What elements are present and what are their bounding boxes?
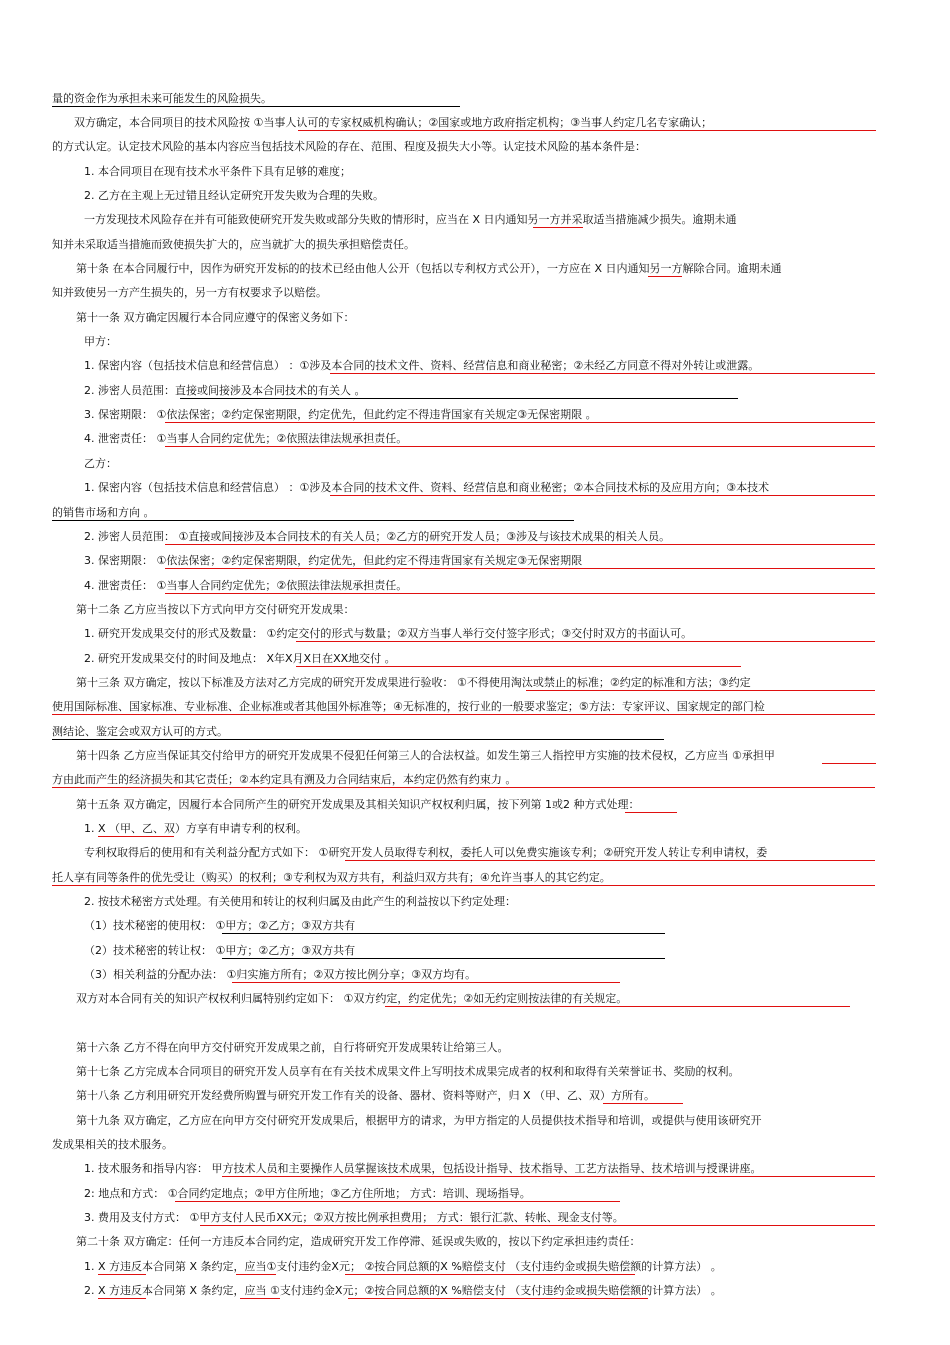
text-line: 3. 保密期限： ①依法保密；②约定保密期限，约定优先，但此约定不得违背国家有关规定③无保密期限 。 <box>84 408 597 421</box>
text-line: 知并未采取适当措施而致使损失扩大的，应当就扩大的损失承担赔偿责任。 <box>52 238 415 251</box>
fill-underline <box>165 422 875 423</box>
party-b-heading: 乙方： <box>84 457 117 470</box>
fill-underline <box>98 1274 146 1275</box>
fill-underline <box>52 787 875 788</box>
article-14: 第十四条 乙方应当保证其交付给甲方的研究开发成果不侵犯任何第三人的合法权益。如发生第三人指控甲方实施的技术侵权，乙方应当 ①承担甲 <box>76 749 775 762</box>
fill-underline <box>648 276 682 277</box>
text-line: 托人享有同等条件的优先受让（购买）的权利；③专利权为双方共有，利益归双方共有；④允许当事人的其它约定。 <box>52 871 611 884</box>
text-line: 2. 涉密人员范围： ①直接或间接涉及本合同技术的有关人员；②乙方的研究开发人员；③涉及与该技术成果的相关人员。 <box>84 530 671 543</box>
fill-underline <box>296 666 741 667</box>
fill-underline <box>822 763 876 764</box>
text-line: 专利权取得后的使用和有关利益分配方式如下： ①研究开发人员取得专利权，委托人可以免费实施该专利；②研究开发人转让专利申请权，委 <box>84 846 768 859</box>
text-line: 1. X 方违反本合同第 X 条约定，应当①支付违约金X元； ②按合同总额的X %赔偿支付 （支付违约金或损失赔偿额的计算方法） 。 <box>84 1260 722 1273</box>
text-line: 1. X （甲、乙、双）方享有申请专利的权利。 <box>84 822 308 835</box>
text-line: 1. 保密内容（包括技术信息和经营信息） ：①涉及本合同的技术文件、资料、经营信息和商业秘密；②未经乙方同意不得对外转让或泄露。 <box>84 359 760 372</box>
fill-underline <box>240 1298 280 1299</box>
fill-underline <box>222 933 665 934</box>
fill-underline <box>165 544 875 545</box>
text-line: 使用国际标准、国家标准、专业标准、企业标准或者其他国外标准等；④无标准的，按行业的一般要求鉴定；⑤方法：专家评议、国家规定的部门检 <box>52 700 765 713</box>
article-18: 第十八条 乙方利用研究开发经费所购置与研究开发工作有关的设备、器材、资料等财产，归 X （甲、乙、双）方所有。 <box>76 1089 656 1102</box>
text-line: 3. 保密期限： ①依法保密；②约定保密期限，约定优先，但此约定不得违背国家有关规定③无保密期限 <box>84 554 583 567</box>
fill-underline <box>625 812 677 813</box>
text-line: （2）技术秘密的转让权： ①甲方；②乙方；③双方共有 <box>84 944 356 957</box>
fill-underline <box>52 885 875 886</box>
fill-underline <box>296 641 875 642</box>
fill-underline <box>175 1201 620 1202</box>
text-line: 1. 技术服务和指导内容： 甲方技术人员和主要操作人员掌握该技术成果，包括设计指导、技术指导、工艺方法指导、技术培训与授课讲座。 <box>84 1162 762 1175</box>
fill-underline <box>222 1176 875 1177</box>
text-line: 2. X 方违反本合同第 X 条约定，应当 ①支付违约金X元；②按合同总额的X %赔偿支付 （支付违约金或损失赔偿额的计算方法） 。 <box>84 1284 722 1297</box>
fill-underline <box>52 520 574 521</box>
fill-underline <box>526 690 875 691</box>
text-line: 2. 按技术秘密方式处理。有关使用和转让的权利归属及由此产生的利益按以下约定处理： <box>84 895 516 908</box>
fill-underline <box>222 958 665 959</box>
text-line: 测结论、鉴定会或双方认可的方式。 <box>52 725 228 738</box>
text-line: 2. 涉密人员范围：直接或间接涉及本合同技术的有关人 。 <box>84 384 366 397</box>
article-12: 第十二条 乙方应当按以下方式向甲方交付研究开发成果： <box>76 603 355 616</box>
fill-underline <box>52 714 875 715</box>
text-line: （1）技术秘密的使用权： ①甲方；②乙方；③双方共有 <box>84 919 356 932</box>
party-a-heading: 甲方： <box>84 335 117 348</box>
article-13: 第十三条 双方确定，按以下标准及方法对乙方完成的研究开发成果进行验收： ①不得使用淘汰或禁止的标准；②约定的标准和方法；③约定 <box>76 676 751 689</box>
fill-underline <box>533 227 583 228</box>
text-line: 3. 费用及支付方式： ①甲方支付人民币XX元；②双方按比例承担费用； 方式：银行汇款、转帐、现金支付等。 <box>84 1211 624 1224</box>
fill-underline <box>165 446 875 447</box>
text-line: 2. 乙方在主观上无过错且经认定研究开发失败为合理的失败。 <box>84 189 384 202</box>
article-20: 第二十条 双方确定：任何一方违反本合同约定，造成研究开发工作停滞、延误或失败的，按以下约定承担违约责任： <box>76 1235 641 1248</box>
text-line: 知并致使另一方产生损失的，另一方有权要求予以赔偿。 <box>52 286 327 299</box>
fill-underline <box>603 1103 683 1104</box>
text-line: 2. 研究开发成果交付的时间及地点： X年X月X日在XX地交付 。 <box>84 652 396 665</box>
fill-underline <box>330 373 875 374</box>
text-line: 双方对本合同有关的知识产权权利归属特别约定如下： ①双方约定，约定优先；②如无约定则按法律的有关规定。 <box>76 992 628 1005</box>
fill-underline <box>385 1006 850 1007</box>
article-11: 第十一条 双方确定因履行本合同应遵守的保密义务如下： <box>76 311 355 324</box>
fill-underline <box>180 398 738 399</box>
article-15: 第十五条 双方确定，因履行本合同所产生的研究开发成果及其相关知识产权权利归属，按下列第 1或2 种方式处理： <box>76 798 640 811</box>
text-line: 4. 泄密责任： ①当事人合同约定优先；②依照法律法规承担责任。 <box>84 579 408 592</box>
text-line: 的销售市场和方向 。 <box>52 506 155 519</box>
text-line: 4. 泄密责任： ①当事人合同约定优先；②依照法律法规承担责任。 <box>84 432 408 445</box>
text-line: 1. 保密内容（包括技术信息和经营信息） ：①涉及本合同的技术文件、资料、经营信息和商业秘密；②本合同技术标的及应用方向；③本技术 <box>84 481 770 494</box>
fill-underline <box>330 495 875 496</box>
fill-underline <box>165 593 875 594</box>
fill-underline <box>52 739 664 740</box>
fill-underline <box>52 106 460 107</box>
fill-underline <box>236 1274 276 1275</box>
fill-underline <box>98 836 174 837</box>
fill-underline <box>200 1225 875 1226</box>
text-line: 的方式认定。认定技术风险的基本内容应当包括技术风险的存在、范围、程度及损失大小等。认定技术风险的基本条件是： <box>52 140 646 153</box>
fill-underline <box>165 568 875 569</box>
fill-underline <box>98 1298 146 1299</box>
fill-underline <box>348 1298 648 1299</box>
text-line: 发成果相关的技术服务。 <box>52 1138 173 1151</box>
text-line: 量的资金作为承担未来可能发生的风险损失。 <box>52 92 272 105</box>
text-line: （3）相关利益的分配办法： ①归实施方所有；②双方按比例分享；③双方均有。 <box>84 968 477 981</box>
text-line: 2: 地点和方式： ①合同约定地点；②甲方住所地；③乙方住所地； 方式：培训、现场指导。 <box>84 1187 531 1200</box>
fill-underline <box>232 982 620 983</box>
text-line: 1. 研究开发成果交付的形式及数量： ①约定交付的形式与数量；②双方当事人举行交付签字形式；③交付时双方的书面认可。 <box>84 627 693 640</box>
fill-underline <box>345 860 875 861</box>
article-16: 第十六条 乙方不得在向甲方交付研究开发成果之前，自行将研究开发成果转让给第三人。 <box>76 1041 509 1054</box>
fill-underline <box>298 130 876 131</box>
text-line: 双方确定，本合同项目的技术风险按 ①当事人认可的专家权威机构确认；②国家或地方政府指定机构；③当事人约定几名专家确认； <box>74 116 713 129</box>
article-10: 第十条 在本合同履行中，因作为研究开发标的的技术已经由他人公开（包括以专利权方式公开），一方应在 X 日内通知另一方解除合同。逾期未通 <box>76 262 782 275</box>
text-line: 一方发现技术风险存在并有可能致使研究开发失败或部分失败的情形时，应当在 X 日内通知另一方并采取适当措施减少损失。逾期未通 <box>84 213 737 226</box>
article-19: 第十九条 双方确定，乙方应在向甲方交付研究开发成果后，根据甲方的请求，为甲方指定的人员提供技术指导和培训，或提供与使用该研究开 <box>76 1114 762 1127</box>
article-17: 第十七条 乙方完成本合同项目的研究开发人员享有在有关技术成果文件上写明技术成果完成者的权利和取得有关荣誉证书、奖励的权利。 <box>76 1065 740 1078</box>
text-line: 方由此而产生的经济损失和其它责任；②本约定具有溯及力合同结束后，本约定仍然有约束力 。 <box>52 773 517 786</box>
fill-underline <box>345 1274 635 1275</box>
text-line: 1. 本合同项目在现有技术水平条件下具有足够的难度； <box>84 165 351 178</box>
